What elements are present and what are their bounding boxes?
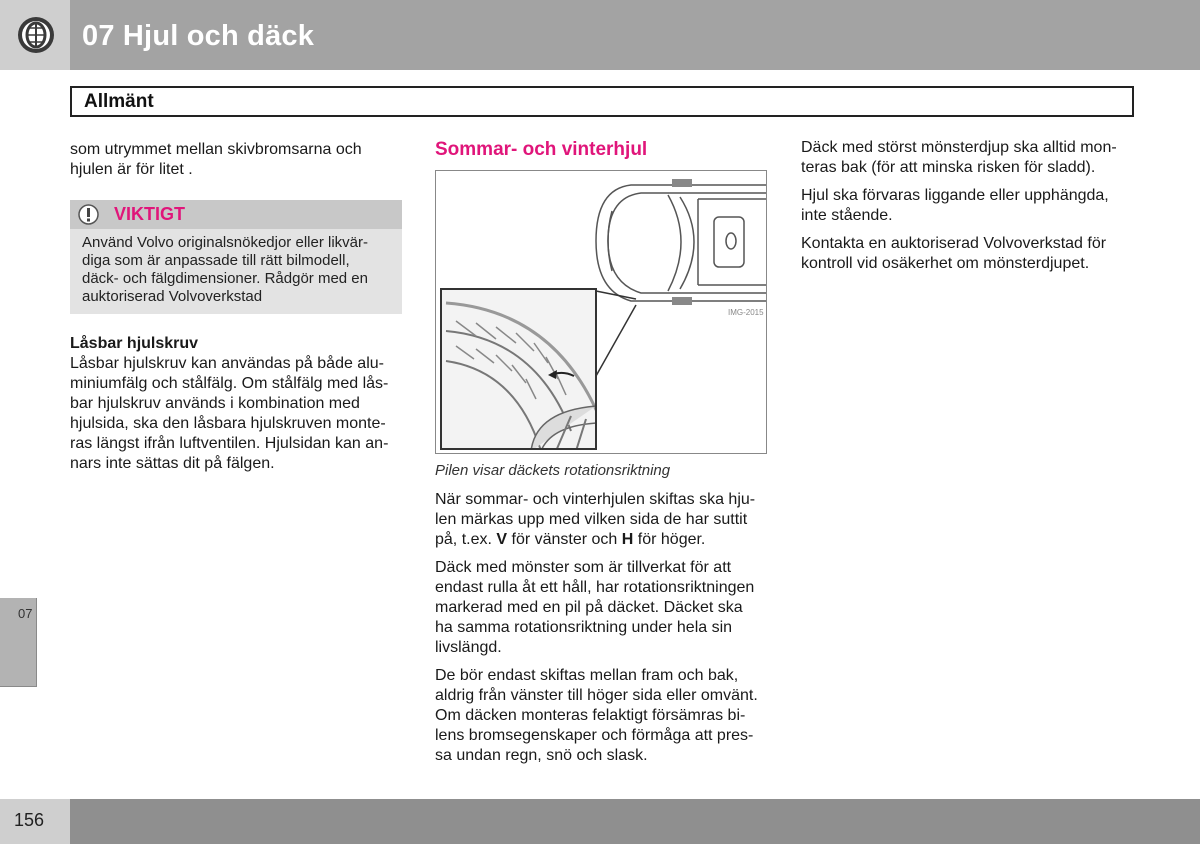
- figure-tire-rotation: [435, 170, 767, 454]
- paragraph-swap: [435, 666, 770, 766]
- chapter-side-tab: [0, 598, 37, 687]
- text-line: nars inte sättas dit på fälgen.: [70, 455, 275, 472]
- text-line: auktoriserad Volvoverkstad: [82, 288, 263, 305]
- text-line: hjulsida, ska den låsbara hjulskruven monte-: [70, 415, 386, 432]
- column-left: [70, 140, 405, 474]
- paragraph-tread-depth: [801, 138, 1136, 178]
- image-code: IMG-2015: [728, 308, 764, 317]
- text-line: Kontakta en auktoriserad Volvoverkstad för: [801, 235, 1107, 252]
- wheel-icon: [17, 16, 55, 54]
- text-line: inte stående.: [801, 207, 893, 224]
- text-line: När sommar- och vinterhjulen skiftas ska hju-: [435, 491, 756, 508]
- column-right: [801, 138, 1136, 274]
- heading-summer-winter: Sommar- och vinterhjul: [435, 139, 648, 160]
- text-line: däck- och fälgdimensioner. Rådgör med en: [82, 270, 368, 287]
- column-middle: [435, 138, 770, 766]
- figure-caption: Pilen visar däckets rotationsriktning: [435, 462, 671, 479]
- text-line: som utrymmet mellan skivbromsarna och: [70, 141, 362, 158]
- text-line: ras längst ifrån luftventilen. Hjulsidan kan an-: [70, 435, 389, 452]
- text-line: len märkas upp med vilken sida de har suttit: [435, 511, 748, 528]
- warning-header: [70, 200, 402, 229]
- text-fragment: för höger.: [633, 531, 706, 548]
- text-line: bar hjulskruv används i kombination med: [70, 395, 360, 412]
- text-line: Låsbar hjulskruv kan användas på både alu-: [70, 355, 384, 372]
- section-bar: [70, 86, 1134, 117]
- text-line: Använd Volvo originalsnökedjor eller likvär-: [82, 234, 368, 251]
- chapter-title: 07 Hjul och däck: [82, 20, 315, 52]
- page-number: 156: [14, 810, 45, 830]
- text-fragment: på, t.ex.: [435, 531, 497, 548]
- subheading-lock-bolt: Låsbar hjulskruv: [70, 335, 199, 352]
- paragraph-contact: [801, 234, 1136, 274]
- text-line: livslängd.: [435, 639, 502, 656]
- text-line: Om däcken monteras felaktigt försämras bi-: [435, 707, 746, 724]
- text-line: De bör endast skiftas mellan fram och bak,: [435, 667, 739, 684]
- letter-h: H: [621, 531, 634, 548]
- text-line: diga som är anpassade till rätt bilmodell,: [82, 252, 350, 269]
- warning-body: [70, 229, 402, 314]
- header-icon-area: [0, 0, 70, 70]
- text-line: Däck med störst mönsterdjup ska alltid mon-: [801, 139, 1117, 156]
- text-line: miniumfälg och stålfälg. Om stålfälg med lås-: [70, 375, 389, 392]
- text-line: hjulen är för litet .: [70, 161, 193, 178]
- warning-title: VIKTIGT: [114, 204, 185, 224]
- side-tab-label: 07: [18, 606, 33, 621]
- paragraph-intro: [70, 140, 405, 180]
- text-fragment: för vänster och: [507, 531, 622, 548]
- text-line: lens bromsegenskaper och förmåga att pres-: [435, 727, 754, 744]
- paragraph-directional: [435, 558, 770, 658]
- text-line: Hjul ska förvaras liggande eller upphängda,: [801, 187, 1109, 204]
- paragraph-storage: [801, 186, 1136, 226]
- exclamation-icon: [78, 204, 99, 225]
- text-line: kontroll vid osäkerhet om mönsterdjupet.: [801, 255, 1090, 272]
- letter-v: V: [496, 531, 508, 548]
- section-title: Allmänt: [84, 91, 154, 112]
- text-line: ha samma rotationsriktning under hela sin: [435, 619, 733, 636]
- paragraph-lock-bolt: [70, 354, 405, 474]
- text-line: Däck med mönster som är tillverkat för att: [435, 559, 732, 576]
- warning-box: [70, 200, 402, 314]
- paragraph-marking: [435, 490, 770, 550]
- text-line: teras bak (för att minska risken för sladd).: [801, 159, 1096, 176]
- text-line: markerad med en pil på däcket. Däcket ska: [435, 599, 743, 616]
- car-tire-illustration: [436, 171, 766, 453]
- text-line: aldrig från vänster till höger sida eller omvänt.: [435, 687, 758, 704]
- text-line: sa undan regn, snö och slask.: [435, 747, 648, 764]
- text-line: endast rulla åt ett håll, har rotationsriktningen: [435, 579, 755, 596]
- footer-band: [0, 799, 1200, 844]
